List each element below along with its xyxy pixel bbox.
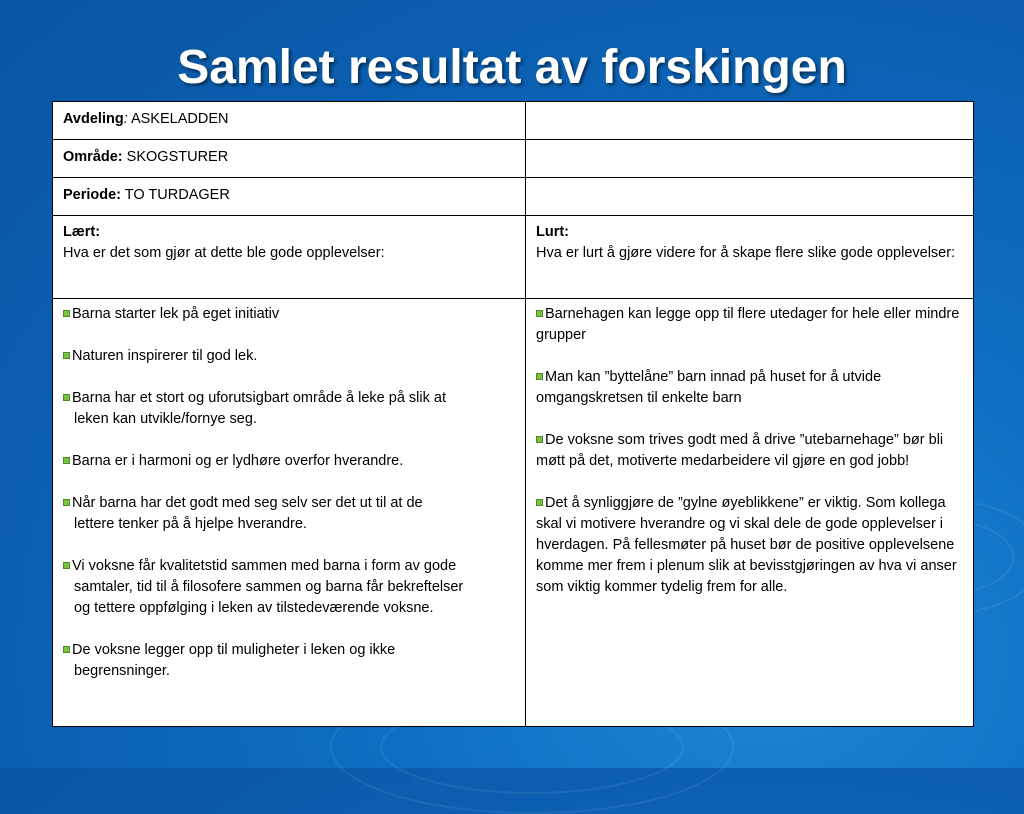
empty-cell [526, 140, 974, 178]
omrade-value: SKOGSTURER [122, 149, 229, 165]
slide-title: Samlet resultat av forskingen [177, 41, 847, 94]
lurt-heading: Lurt: [536, 224, 570, 240]
list-item: Barna har et stort og uforutsigbart område å leke på slik at leken kan utvikle/fornye seg. [63, 388, 465, 430]
list-item: Barna er i harmoni og er lydhøre overfor hverandre. [63, 451, 465, 472]
laert-list-cell [53, 299, 526, 727]
periode-value: TO TURDAGER [121, 187, 230, 203]
bullet-icon [63, 499, 70, 506]
avdeling-value: ASKELADDEN [127, 111, 229, 127]
avdeling-label: Avdeling [63, 111, 124, 127]
table-row [53, 299, 974, 727]
bullet-icon [536, 499, 543, 506]
bullet-icon [63, 562, 70, 569]
table-row [53, 140, 974, 178]
empty-cell [526, 178, 974, 216]
avdeling-sep: : [123, 111, 128, 127]
bullet-icon [63, 352, 70, 359]
list-item: Man kan ”byttelåne” barn innad på huset for å utvide omgangskretsen til enkelte barn [536, 369, 882, 406]
lurt-question: Hva er lurt å gjøre videre for å skape flere slike gode opplevelser: [536, 245, 956, 261]
bullet-icon [63, 394, 70, 401]
bullet-icon [63, 646, 70, 653]
bullet-icon [536, 310, 543, 317]
omrade-label: Område: [63, 149, 123, 165]
bullet-icon [63, 457, 70, 464]
list-item: Når barna har det godt med seg selv ser det ut til at de lettere tenker på å hjelpe hverandre. [63, 493, 465, 535]
lurt-header-cell [526, 216, 974, 299]
list-item: Barna starter lek på eget initiativ [63, 304, 465, 325]
table-row [53, 216, 974, 299]
list-item: De voksne som trives godt med å drive ”utebarnehage” bør bli møtt på det, motiverte medarbeidere vil gjøre en god jobb! [536, 432, 944, 469]
lurt-list-cell [526, 299, 974, 727]
laert-header-cell [53, 216, 526, 299]
bullet-icon [536, 436, 543, 443]
table-row [53, 178, 974, 216]
list-item: Vi voksne får kvalitetstid sammen med barna i form av gode samtaler, tid til å filosofere sammen og barna får bekreftelser og tettere oppfølging i leken av tilstedeværende voksne. [63, 556, 465, 619]
omrade-cell [53, 140, 526, 178]
list-item: Naturen inspirerer til god lek. [63, 346, 465, 367]
bullet-icon [63, 310, 70, 317]
laert-question: Hva er det som gjør at dette ble gode opplevelser: [63, 245, 385, 261]
results-table [52, 101, 974, 727]
list-item: De voksne legger opp til muligheter i leken og ikke begrensninger. [63, 640, 465, 682]
laert-heading: Lært: [63, 224, 101, 240]
bullet-icon [536, 373, 543, 380]
periode-cell [53, 178, 526, 216]
empty-cell [526, 102, 974, 140]
table-row [53, 102, 974, 140]
list-item: Det å synliggjøre de ”gylne øyeblikkene” er viktig. Som kollega skal vi motivere hverandre og vi skal dele de gode opplevelser i hverdagen. På fellesmøter på huset bør de positive opplevelsene komme mer frem i plenum slik at bevisstgjøringen av hva vi anser som viktig kommer tydelig frem for alle. [536, 495, 957, 595]
list-item: Barnehagen kan legge opp til flere utedager for hele eller mindre grupper [536, 306, 960, 343]
avdeling-cell [53, 102, 526, 140]
periode-label: Periode: [63, 187, 122, 203]
